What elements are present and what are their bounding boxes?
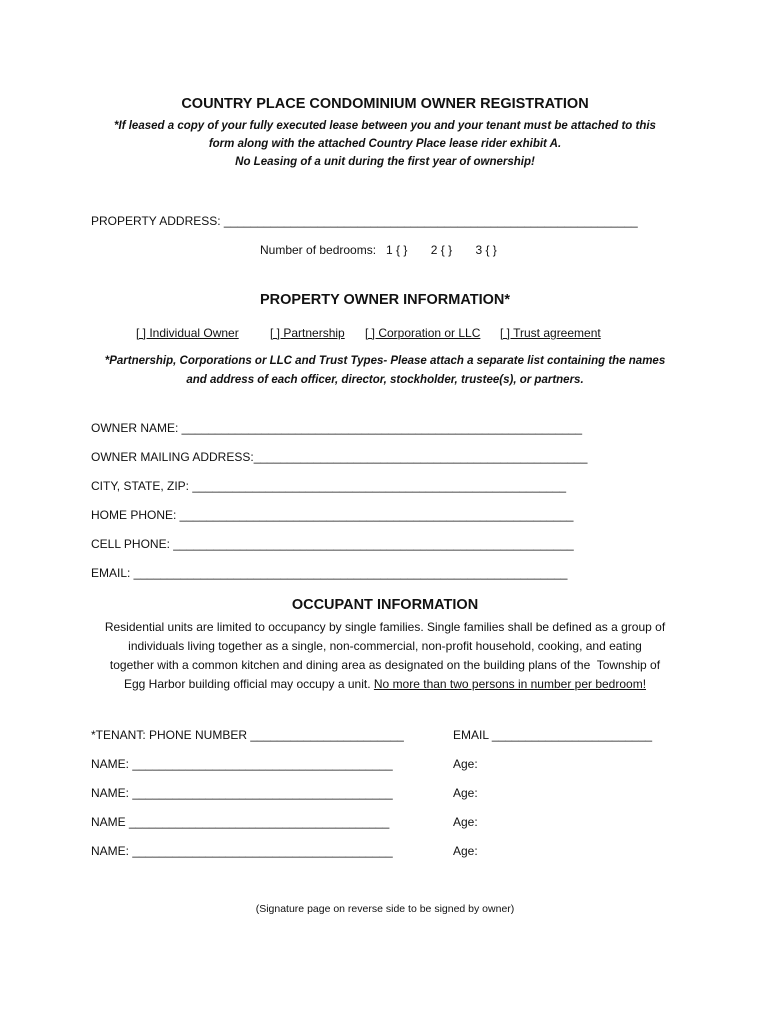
cell-phone-field[interactable]: CELL PHONE: ____________________________________________________________ [91,537,574,551]
lease-note-line-1: *If leased a copy of your fully executed lease between you and your tenant must be attached to this [114,120,656,132]
city-state-zip-field[interactable]: CITY, STATE, ZIP: ________________________________________________________ [91,479,567,493]
occupancy-paragraph-text: Egg Harbor building official may occupy a unit. [123,677,374,691]
occupant-age-field-4[interactable]: Age: [453,844,478,858]
occupant-name-field-4[interactable]: NAME: _______________________________________ [91,844,393,858]
occupant-age-field-1[interactable]: Age: [453,757,478,771]
form-title: COUNTRY PLACE CONDOMINIUM OWNER REGISTRATION [181,96,589,112]
owner-note-line-1: *Partnership, Corporations or LLC and Trust Types- Please attach a separate list containing the names [104,355,666,367]
lease-note-line-2: form along with the attached Country Place lease rider exhibit A. [208,138,562,150]
home-phone-field[interactable]: HOME PHONE: ___________________________________________________________ [91,508,574,522]
occupant-section-heading: OCCUPANT INFORMATION [291,597,479,613]
owner-type-trust[interactable]: [ ] Trust agreement [500,326,601,340]
occupant-age-field-3[interactable]: Age: [453,815,478,829]
occupancy-paragraph-line-2: individuals living together as a single, non-commercial, non-profit household, cooking, and eating [128,639,642,653]
occupancy-paragraph-line-3: together with a common kitchen and dining area as designated on the building plans of the Township of [109,658,661,672]
owner-section-heading: PROPERTY OWNER INFORMATION* [260,292,510,308]
signature-page-note: (Signature page on reverse side to be signed by owner) [255,903,515,915]
owner-type-corporation[interactable]: [ ] Corporation or LLC [365,326,481,340]
owner-note-line-2: and address of each officer, director, stockholder, trustee(s), or partners. [186,374,584,386]
bedrooms-selector[interactable]: Number of bedrooms: 1 { } 2 { } 3 { } [260,243,497,257]
owner-type-individual[interactable]: [ ] Individual Owner [136,326,239,340]
occupant-name-field-3[interactable]: NAME _______________________________________ [91,815,390,829]
owner-type-partnership[interactable]: [ ] Partnership [270,326,345,340]
occupancy-paragraph-line-4 [0,677,770,691]
occupancy-limit-text: No more than two persons in number per bedroom! [373,677,647,691]
occupancy-paragraph-line-1: Residential units are limited to occupancy by single families. Single families shall be defined as a group of [104,620,666,634]
occupant-age-field-2[interactable]: Age: [453,786,478,800]
occupant-name-field-1[interactable]: NAME: _______________________________________ [91,757,393,771]
email-field[interactable]: EMAIL: _________________________________________________________________ [91,566,568,580]
owner-name-field[interactable]: OWNER NAME: ____________________________________________________________ [91,421,583,435]
lease-note-line-3: No Leasing of a unit during the first year of ownership! [235,156,535,168]
tenant-email-field[interactable]: EMAIL ________________________ [453,728,653,742]
property-address-field[interactable]: PROPERTY ADDRESS: ______________________________________________________________ [91,214,638,228]
tenant-phone-field[interactable]: *TENANT: PHONE NUMBER _______________________ [91,728,404,742]
occupant-name-field-2[interactable]: NAME: _______________________________________ [91,786,393,800]
owner-mailing-address-field[interactable]: OWNER MAILING ADDRESS:__________________________________________________ [91,450,588,464]
